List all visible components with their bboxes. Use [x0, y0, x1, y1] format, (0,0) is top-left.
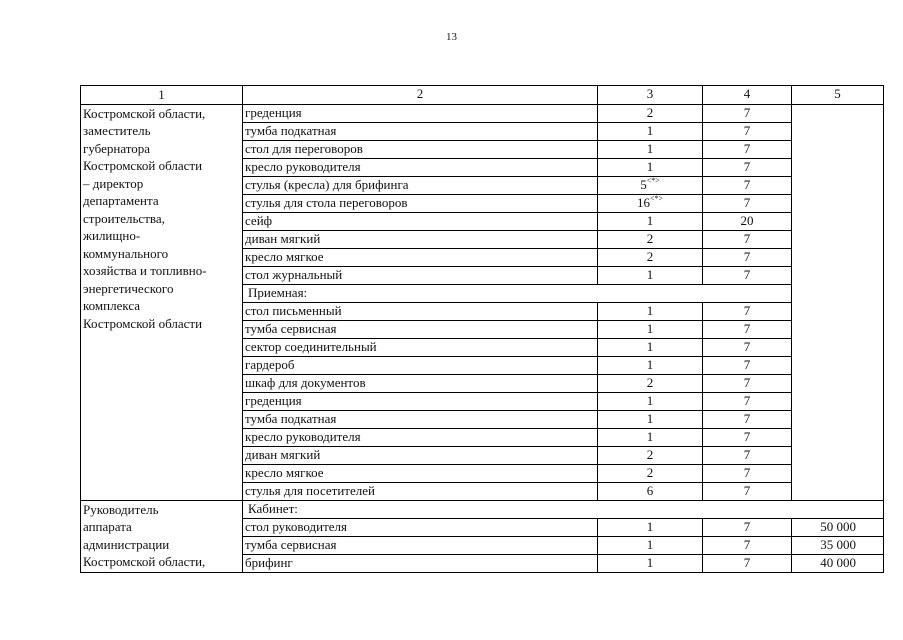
quantity-value: 2 — [646, 248, 654, 264]
item-quantity: 2 — [598, 446, 703, 464]
service-years: 7 — [703, 554, 792, 572]
position-title-line: заместитель — [83, 123, 151, 138]
item-quantity — [598, 194, 703, 212]
item-quantity — [598, 104, 703, 122]
item-quantity: 1 — [598, 356, 703, 374]
service-years: 7 — [703, 410, 792, 428]
quantity-value: 16 — [636, 194, 650, 210]
position-title-line: Костромской области — [83, 158, 203, 173]
position-title-line: Костромской области — [83, 315, 203, 331]
item-name: гардероб — [243, 356, 598, 374]
header-cell: 3 — [598, 86, 703, 105]
item-name: кресло руководителя — [243, 428, 598, 446]
service-years: 7 — [703, 392, 792, 410]
quantity-value: 5 — [640, 176, 647, 192]
service-years: 7 — [703, 158, 792, 176]
item-quantity — [598, 248, 703, 266]
service-years: 7 — [703, 104, 792, 122]
section-label: Приемная: — [243, 284, 792, 302]
item-quantity — [598, 212, 703, 230]
item-name: сейф — [243, 212, 598, 230]
position-title-line: Костромской области, — [83, 554, 206, 569]
item-quantity: 1 — [598, 392, 703, 410]
item-name: тумба подкатная — [243, 122, 598, 140]
item-name: диван мягкий — [243, 230, 598, 248]
position-title-line: энергетического — [83, 280, 174, 296]
item-name: диван мягкий — [243, 446, 598, 464]
item-name: стол для переговоров — [243, 140, 598, 158]
item-quantity: 1 — [598, 428, 703, 446]
item-name: кресло руководителя — [243, 158, 598, 176]
section-row — [81, 500, 884, 518]
quantity-value: 1 — [646, 122, 654, 138]
position-title-line: коммунального — [83, 245, 169, 261]
quantity-value: 2 — [646, 104, 654, 120]
item-quantity: 2 — [598, 374, 703, 392]
note-cell — [792, 104, 884, 500]
service-years: 7 — [703, 338, 792, 356]
item-quantity: 1 — [598, 338, 703, 356]
item-name: кресло мягкое — [243, 248, 598, 266]
table-row — [81, 104, 884, 122]
position-title-line: хозяйства и топливно- — [83, 263, 207, 278]
price-limit: 50 000 — [792, 518, 884, 536]
item-name: греденция — [243, 392, 598, 410]
service-years: 7 — [703, 374, 792, 392]
position-title — [81, 104, 243, 500]
item-quantity — [598, 140, 703, 158]
item-name: стол руководителя — [243, 518, 598, 536]
item-name: брифинг — [243, 554, 598, 572]
section-label: Кабинет: — [243, 500, 884, 518]
quantity-value: 1 — [646, 140, 654, 156]
item-quantity — [598, 122, 703, 140]
item-quantity: 1 — [598, 554, 703, 572]
position-title-line: жилищно- — [83, 228, 141, 243]
item-quantity: 1 — [598, 320, 703, 338]
position-title-line: губернатора — [83, 140, 151, 156]
position-title-line: Руководитель — [83, 501, 159, 517]
item-quantity: 1 — [598, 302, 703, 320]
item-name: стулья (кресла) для брифинга — [243, 176, 598, 194]
footnote-marker: <*> — [649, 194, 664, 203]
item-name: стулья для стола переговоров — [243, 194, 598, 212]
item-name: стол письменный — [243, 302, 598, 320]
position-title-line: Костромской области, — [83, 105, 206, 121]
item-quantity: 1 — [598, 518, 703, 536]
header-cell: 4 — [703, 86, 792, 105]
quantity-value: 2 — [646, 230, 654, 246]
item-quantity — [598, 158, 703, 176]
item-name: сектор соединительный — [243, 338, 598, 356]
footnote-marker: <*> — [646, 176, 660, 185]
service-years: 7 — [703, 446, 792, 464]
position-title — [81, 500, 243, 572]
position-title-line: администрации — [83, 536, 170, 552]
item-quantity — [598, 230, 703, 248]
quantity-value: 1 — [646, 212, 654, 228]
item-quantity: 1 — [598, 536, 703, 554]
header-cell: 1 — [81, 86, 243, 105]
service-years: 7 — [703, 230, 792, 248]
item-name: греденция — [243, 104, 598, 122]
service-years: 7 — [703, 482, 792, 500]
service-years: 7 — [703, 536, 792, 554]
item-quantity — [598, 176, 703, 194]
service-years: 7 — [703, 194, 792, 212]
header-cell: 2 — [243, 86, 598, 105]
quantity-value: 1 — [646, 158, 654, 174]
service-years: 7 — [703, 356, 792, 374]
item-name: шкаф для документов — [243, 374, 598, 392]
position-title-line: комплекса — [83, 298, 141, 313]
page-number: 13 — [446, 31, 457, 43]
header-cell: 5 — [792, 86, 884, 105]
furniture-norms-table — [80, 85, 884, 573]
item-quantity: 1 — [598, 410, 703, 428]
price-limit: 35 000 — [792, 536, 884, 554]
position-title-line: – директор — [83, 175, 144, 191]
item-name: кресло мягкое — [243, 464, 598, 482]
position-title-line: департамента — [83, 193, 159, 208]
service-years: 7 — [703, 266, 792, 284]
service-years: 7 — [703, 248, 792, 266]
item-name: стол журнальный — [243, 266, 598, 284]
item-quantity: 2 — [598, 464, 703, 482]
item-quantity — [598, 266, 703, 284]
table-header-row — [81, 86, 884, 105]
item-name: тумба подкатная — [243, 410, 598, 428]
service-years: 7 — [703, 518, 792, 536]
service-years: 7 — [703, 122, 792, 140]
position-title-line: аппарата — [83, 519, 132, 534]
item-name: стулья для посетителей — [243, 482, 598, 500]
service-years: 7 — [703, 464, 792, 482]
service-years: 7 — [703, 302, 792, 320]
service-years: 7 — [703, 320, 792, 338]
service-years: 7 — [703, 176, 792, 194]
item-name: тумба сервисная — [243, 536, 598, 554]
service-years: 20 — [703, 212, 792, 230]
quantity-value: 1 — [646, 266, 654, 282]
position-title-line: строительства, — [83, 210, 165, 226]
price-limit: 40 000 — [792, 554, 884, 572]
service-years: 7 — [703, 140, 792, 158]
service-years: 7 — [703, 428, 792, 446]
item-name: тумба сервисная — [243, 320, 598, 338]
item-quantity: 6 — [598, 482, 703, 500]
